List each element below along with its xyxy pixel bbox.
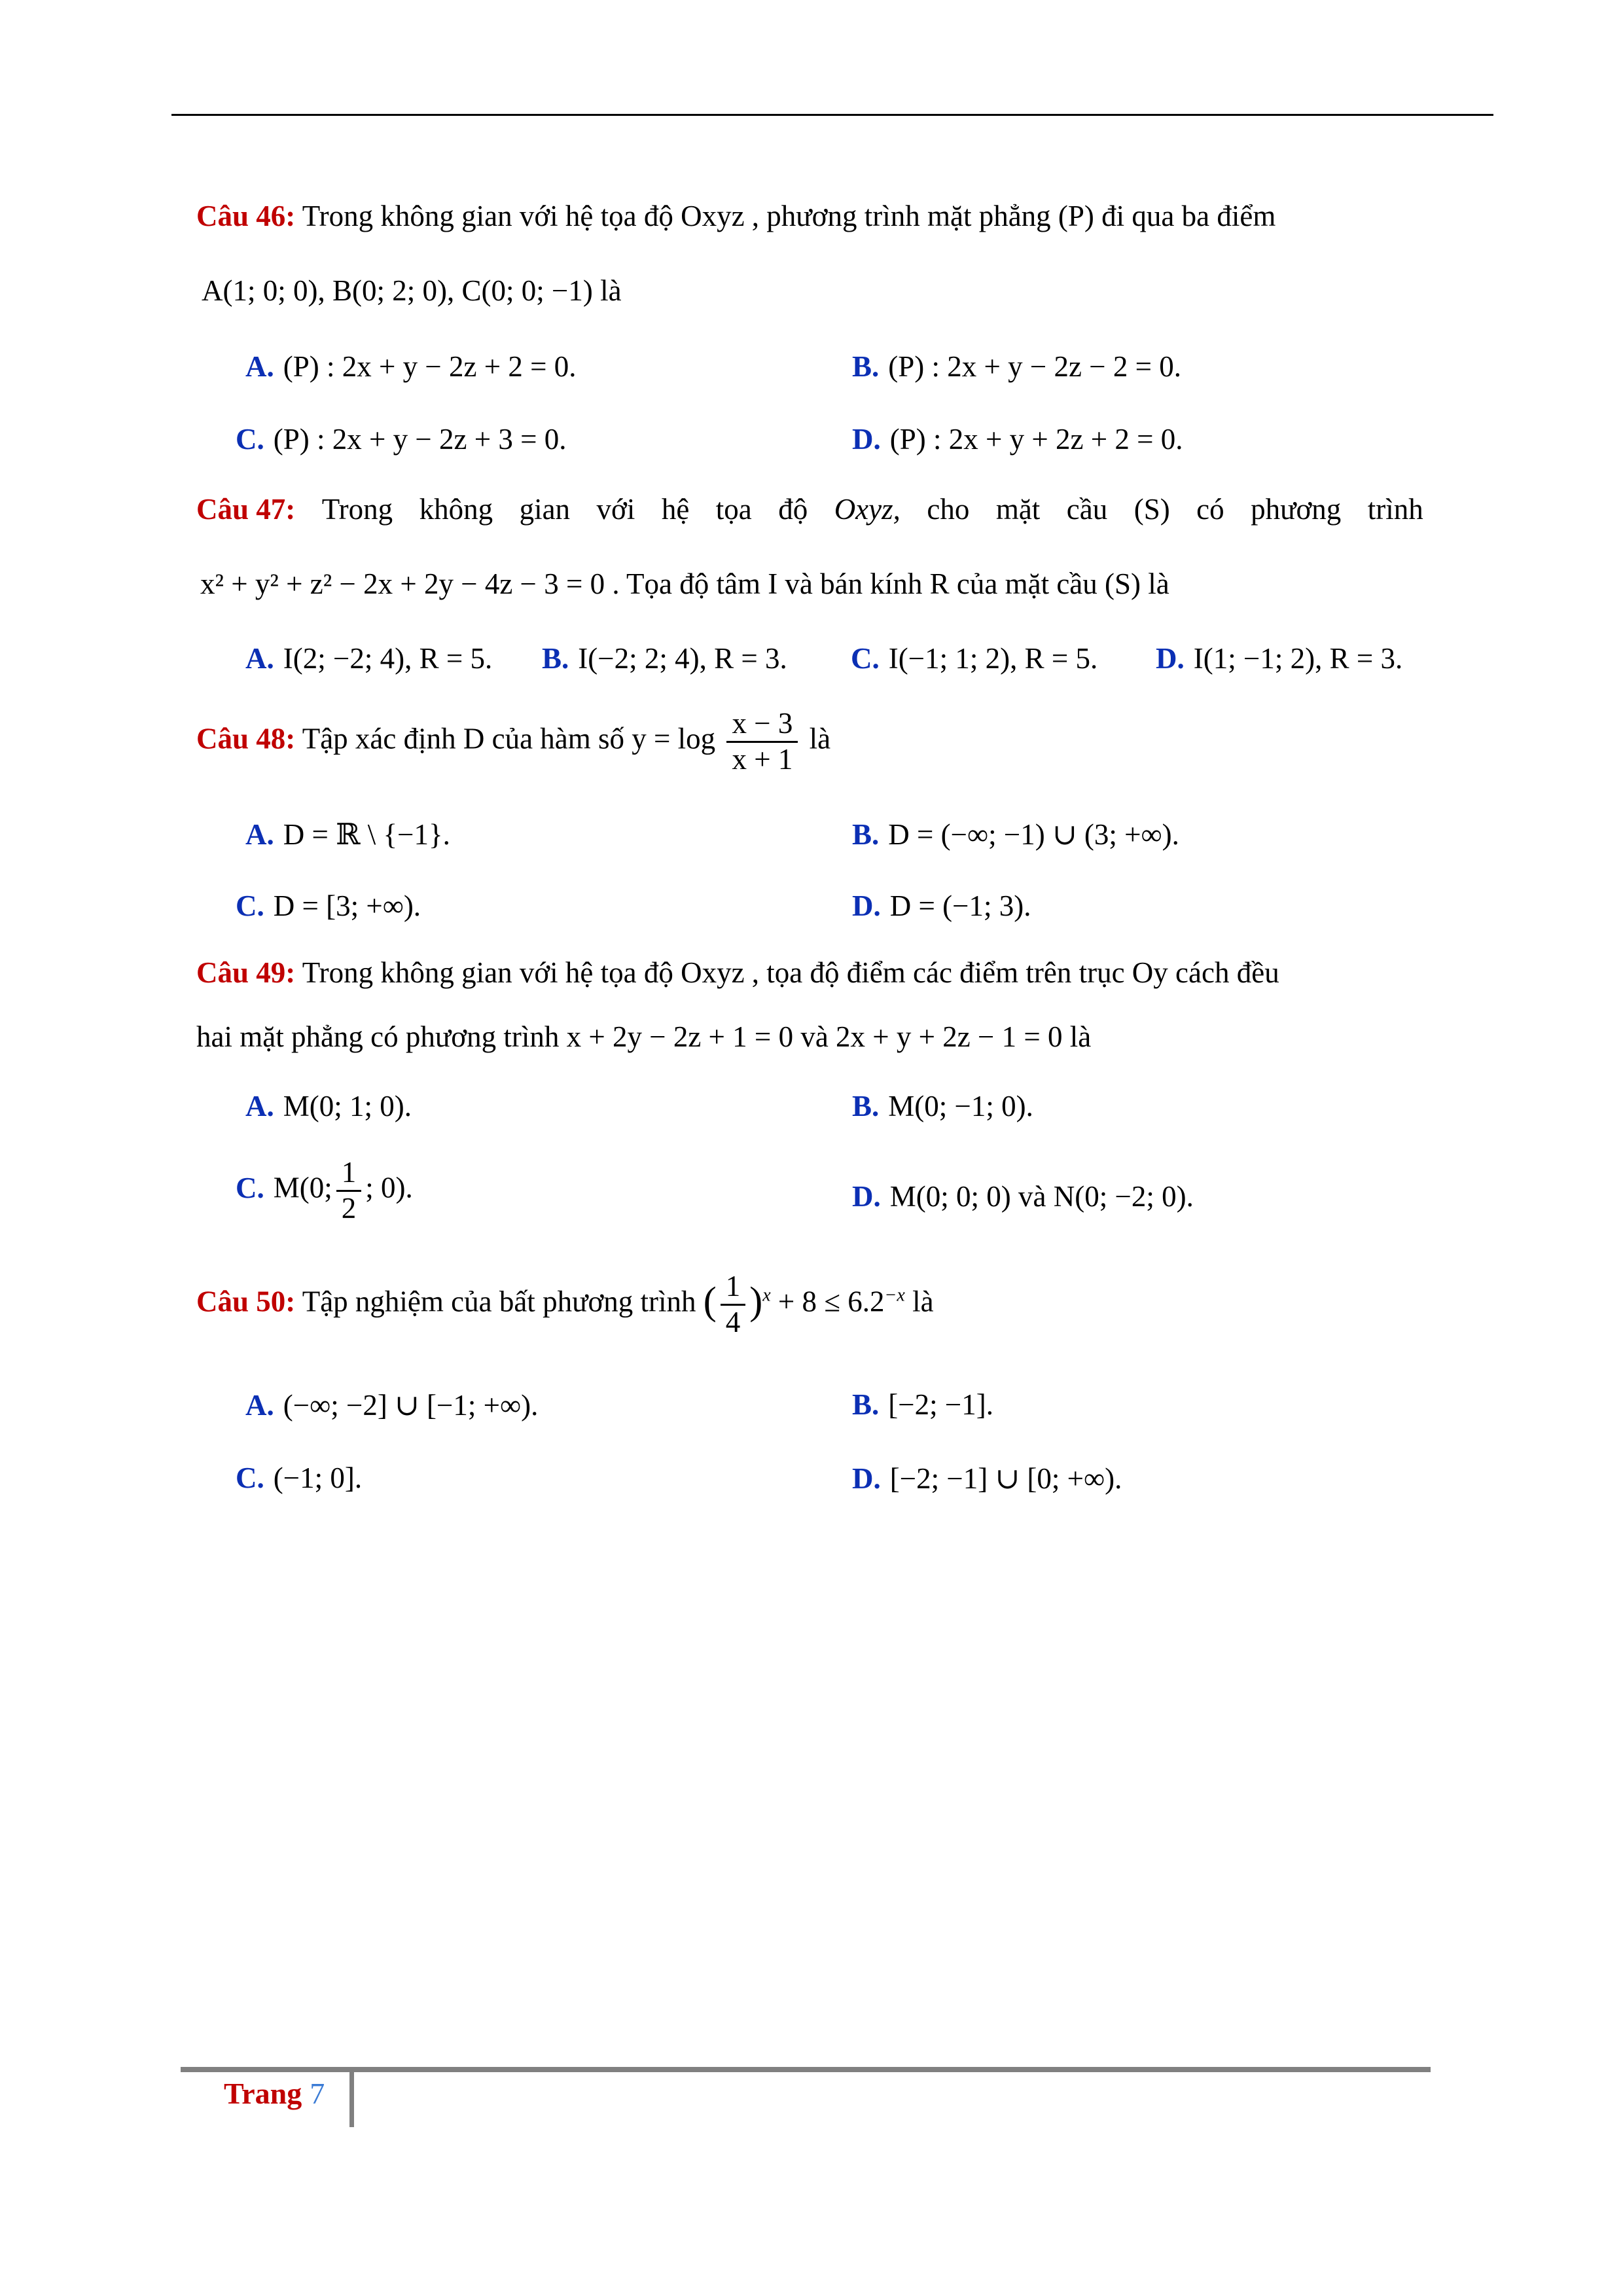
question-label: Câu 46: <box>196 200 296 232</box>
question-47 <box>196 493 1427 526</box>
option-label: D. <box>852 889 881 922</box>
word: với <box>596 493 635 526</box>
word: độ <box>778 493 808 526</box>
word: trình <box>1367 493 1423 526</box>
question-label: Câu 50: <box>196 1285 296 1318</box>
option-label: B. <box>852 1090 880 1122</box>
fraction <box>721 1270 746 1340</box>
fraction-denominator: x + 1 <box>732 742 793 776</box>
question-46 <box>196 200 1427 233</box>
word: cho <box>927 493 970 526</box>
option-text: D = (−1; 3). <box>889 889 1031 922</box>
option-label: C. <box>236 889 264 922</box>
option-a <box>245 1388 538 1422</box>
option-b <box>852 1388 993 1422</box>
option-c <box>236 1156 413 1226</box>
question-49 <box>196 957 1427 990</box>
question-text: Tập nghiệm của bất phương trình <box>302 1285 696 1318</box>
option-text: [−2; −1] ∪ [0; +∞). <box>889 1462 1122 1495</box>
header-rule <box>171 114 1493 116</box>
question-label: Câu 47: <box>196 493 296 526</box>
option-label: C. <box>236 1171 264 1204</box>
option-text: M(0; 0; 0) và N(0; −2; 0). <box>889 1180 1194 1213</box>
fraction-denominator: 2 <box>341 1191 357 1225</box>
question-text-end: là <box>912 1285 934 1318</box>
option-d <box>852 1179 1194 1213</box>
question-text-mid: + 8 ≤ 6.2 <box>777 1285 885 1318</box>
exponent: −x <box>884 1285 905 1306</box>
option-c <box>236 889 421 923</box>
word: (S) <box>1133 493 1170 526</box>
word: hệ <box>661 493 690 526</box>
option-a <box>245 641 492 675</box>
option-b <box>852 817 1179 852</box>
option-label: B. <box>852 1388 880 1421</box>
fraction-denominator: 4 <box>725 1305 741 1338</box>
fraction-numerator: 1 <box>336 1156 362 1192</box>
word: tọa <box>715 493 752 526</box>
question-46-line2: A(1; 0; 0), B(0; 2; 0), C(0; 0; −1) là <box>202 274 622 307</box>
fraction-numerator: 1 <box>721 1270 746 1306</box>
option-text: I(−2; 2; 4), R = 3. <box>578 642 787 675</box>
option-c <box>236 422 567 456</box>
page-value: 7 <box>310 2077 325 2110</box>
option-text-end: ; 0). <box>365 1171 413 1204</box>
fraction-numerator: x − 3 <box>726 707 798 743</box>
fraction <box>336 1156 362 1226</box>
option-label: A. <box>245 1389 274 1422</box>
question-49-line2: hai mặt phẳng có phương trình x + 2y − 2z + 1 = 0 và 2x + y + 2z − 1 = 0 là <box>196 1020 1092 1053</box>
page-number <box>224 2076 325 2111</box>
question-text-end: là <box>809 722 831 755</box>
option-d <box>852 1461 1122 1496</box>
left-paren: ( <box>703 1279 717 1323</box>
option-label: B. <box>852 350 880 383</box>
option-label: A. <box>245 818 274 851</box>
fraction <box>726 707 798 777</box>
option-label: A. <box>245 350 274 383</box>
option-d <box>1156 641 1402 675</box>
option-a <box>245 350 577 384</box>
option-label: D. <box>1156 642 1185 675</box>
option-label: B. <box>852 818 880 851</box>
option-text: (P) : 2x + y − 2z − 2 = 0. <box>888 350 1182 383</box>
word: Trong <box>321 493 393 526</box>
word: gian <box>519 493 571 526</box>
question-text: Trong không gian với hệ tọa độ Oxyz , phương trình mặt phẳng (P) đi qua ba điểm <box>302 200 1276 232</box>
option-label: B. <box>542 642 569 675</box>
option-label: A. <box>245 642 274 675</box>
option-text: D = [3; +∞). <box>273 889 421 922</box>
question-48 <box>196 707 1427 777</box>
option-text: I(1; −1; 2), R = 3. <box>1193 642 1403 675</box>
question-50 <box>196 1270 1427 1340</box>
option-text: (P) : 2x + y − 2z + 2 = 0. <box>283 350 577 383</box>
word: phương <box>1251 493 1342 526</box>
option-label: C. <box>851 642 880 675</box>
option-c <box>236 1461 362 1495</box>
question-label: Câu 48: <box>196 722 296 755</box>
footer-rule <box>181 2067 1431 2072</box>
question-label: Câu 49: <box>196 956 296 989</box>
option-text: [−2; −1]. <box>888 1388 993 1421</box>
option-text-start: M(0; <box>273 1171 332 1204</box>
option-b <box>852 1089 1033 1123</box>
question-47-line2: x² + y² + z² − 2x + 2y − 4z − 3 = 0 . Tọa độ tâm I và bán kính R của mặt cầu (S) là <box>200 567 1169 600</box>
footer-divider <box>349 2067 354 2127</box>
word: cầu <box>1066 493 1108 526</box>
option-text: (P) : 2x + y + 2z + 2 = 0. <box>889 423 1183 456</box>
option-b <box>852 350 1181 384</box>
option-label: C. <box>236 1462 264 1494</box>
option-a <box>245 1089 412 1123</box>
option-b <box>542 641 787 675</box>
option-text: (P) : 2x + y − 2z + 3 = 0. <box>273 423 567 456</box>
option-text: D = (−∞; −1) ∪ (3; +∞). <box>888 818 1179 851</box>
option-text: M(0; −1; 0). <box>888 1090 1033 1122</box>
option-text: D = ℝ \ {−1}. <box>283 818 450 851</box>
option-label: D. <box>852 1462 881 1495</box>
option-c <box>851 641 1097 675</box>
option-text: M(0; 1; 0). <box>283 1090 412 1122</box>
question-text: Tập xác định D của hàm số y = log <box>302 722 716 755</box>
page-label: Trang <box>224 2077 302 2110</box>
option-d <box>852 889 1031 923</box>
word: mặt <box>995 493 1041 526</box>
exponent: x <box>762 1285 771 1306</box>
option-a <box>245 817 450 852</box>
word: không <box>419 493 493 526</box>
option-text: (−1; 0]. <box>273 1462 363 1494</box>
question-text: Trong không gian với hệ tọa độ Oxyz , tọa độ điểm các điểm trên trục Oy cách đều <box>302 956 1279 989</box>
option-label: C. <box>236 423 264 456</box>
option-d <box>852 422 1183 456</box>
word: Oxyz, <box>834 493 901 526</box>
option-label: D. <box>852 423 881 456</box>
word: có <box>1196 493 1224 526</box>
option-label: D. <box>852 1180 881 1213</box>
option-text: I(−1; 1; 2), R = 5. <box>888 642 1098 675</box>
right-paren: ) <box>749 1279 763 1323</box>
option-label: A. <box>245 1090 274 1122</box>
option-text: (−∞; −2] ∪ [−1; +∞). <box>283 1389 539 1422</box>
option-text: I(2; −2; 4), R = 5. <box>283 642 493 675</box>
